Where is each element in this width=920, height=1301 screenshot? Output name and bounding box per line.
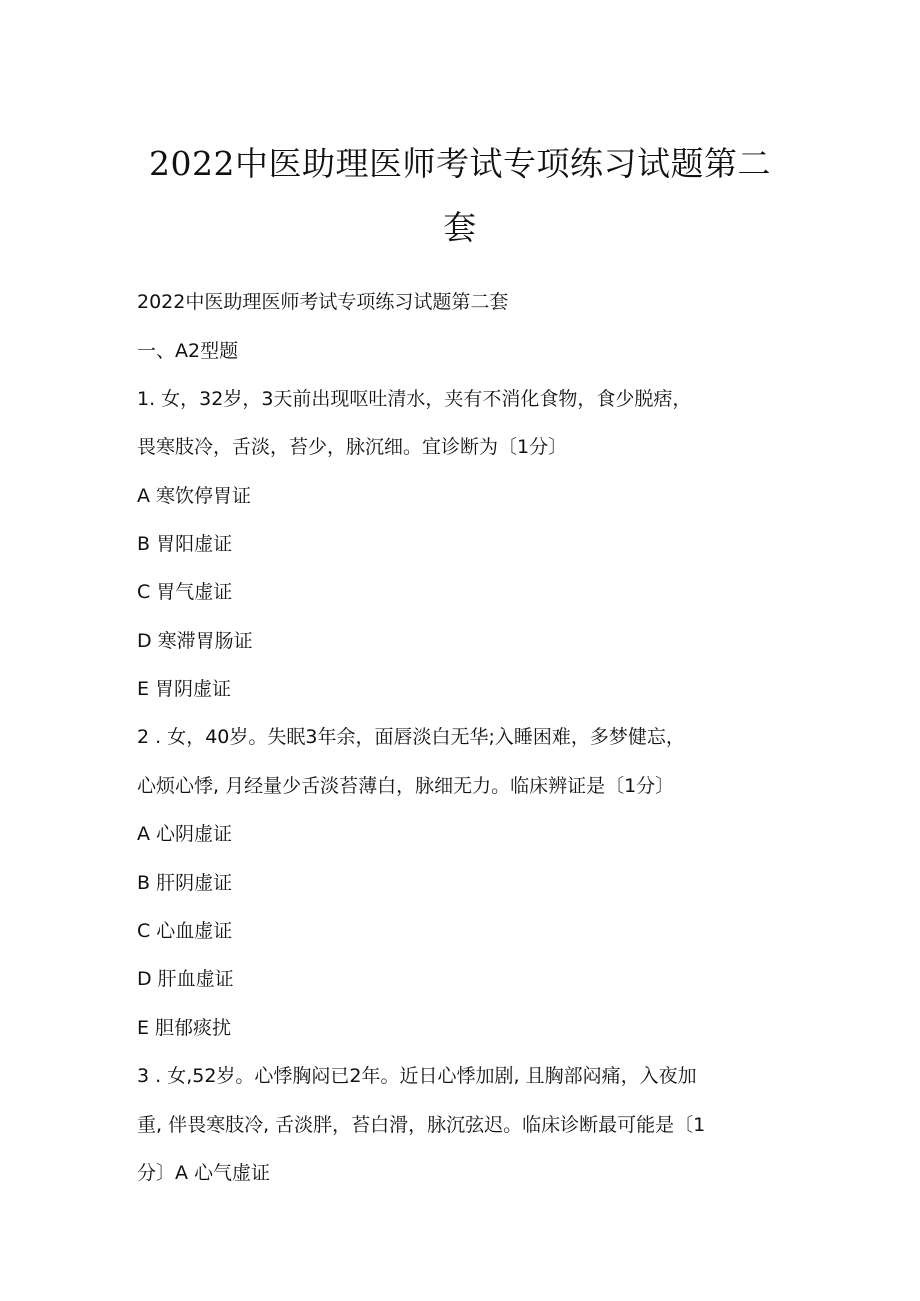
question-2-option-e: E 胆郁痰扰 bbox=[137, 1017, 232, 1039]
question-1-stem-line-2: 畏寒肢冷，舌淡，苔少，脉沉细。宜诊断为〔1分〕 bbox=[137, 436, 568, 458]
document-title-line-1: 2022中医助理医师考试专项练习试题第二 bbox=[149, 144, 771, 183]
question-1-option-e: E 胃阴虚证 bbox=[137, 678, 232, 700]
question-2-option-c: C 心血虚证 bbox=[137, 920, 233, 942]
question-1-option-a: A 寒饮停胃证 bbox=[137, 485, 252, 507]
question-3-stem-line-3: 分〕A 心气虚证 bbox=[137, 1162, 271, 1184]
question-1-stem-line-1: 1. 女，32岁，3天前出现呕吐清水，夹有不消化食物，食少脱痞， bbox=[137, 388, 692, 410]
question-1-option-c: C 胃气虚证 bbox=[137, 581, 233, 603]
question-2-option-d: D 肝血虚证 bbox=[137, 968, 234, 990]
question-2-stem-line-1: 2 . 女，40岁。失眠3年余，面唇淡白无华;入睡困难，多梦健忘， bbox=[137, 726, 685, 748]
question-3-stem-line-2: 重, 伴畏寒肢冷, 舌淡胖，苔白滑，脉沉弦迟。临床诊断最可能是〔1 bbox=[137, 1114, 706, 1136]
question-2-stem-line-2: 心烦心悸, 月经量少舌淡苔薄白，脉细无力。临床辨证是〔1分〕 bbox=[137, 775, 675, 797]
question-2-option-b: B 肝阴虚证 bbox=[137, 872, 233, 894]
section-heading: 一、A2型题 bbox=[137, 340, 239, 362]
question-1-option-d: D 寒滞胃肠证 bbox=[137, 630, 253, 652]
subtitle: 2022中医助理医师考试专项练习试题第二套 bbox=[137, 291, 509, 313]
question-1-option-b: B 胃阳虚证 bbox=[137, 533, 233, 555]
question-2-option-a: A 心阴虚证 bbox=[137, 823, 233, 845]
document-title bbox=[100, 132, 820, 260]
question-3-stem-line-1: 3 . 女,52岁。心悸胸闷已2年。近日心悸加剧, 且胸部闷痛，入夜加 bbox=[137, 1065, 697, 1087]
document-title-line-2: 套 bbox=[443, 208, 477, 247]
